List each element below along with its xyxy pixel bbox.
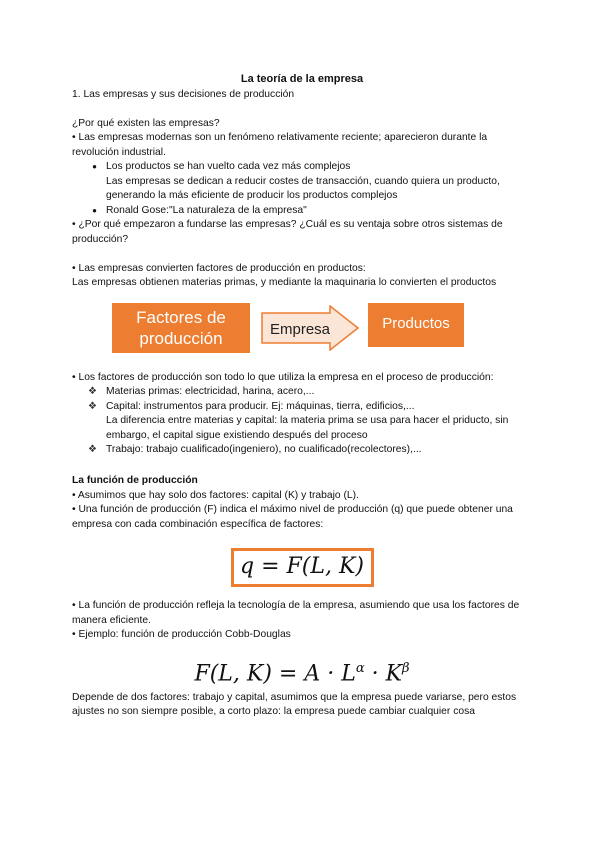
diamond-text: Trabajo: trabajo cualificado(ingeniero), no cualificado(recolectores),...: [106, 444, 422, 455]
diamond-item: [72, 443, 532, 458]
production-flow-diagram: [72, 299, 532, 371]
diamond-text: Capital: instrumentos para producir. Ej: máquinas, tierra, edificios,...: [106, 400, 415, 412]
paragraph-5: • Los factores de producción son todo lo que utiliza la empresa en el proceso de producción:: [72, 371, 494, 383]
bullet-item: [72, 160, 532, 204]
diamond-item: [72, 400, 532, 444]
empresa-arrow-icon: [260, 305, 360, 351]
document-page: [72, 72, 532, 720]
paragraph-3: • Las empresas convierten factores de producción en productos:: [72, 262, 366, 274]
diamond-bullet-icon: ❖: [88, 444, 97, 455]
bullet-text: Los productos se han vuelto cada vez más complejos: [106, 161, 351, 172]
products-box-label: Productos: [382, 315, 450, 333]
paragraph-8: • La función de producción refleja la tecnología de la empresa, asumiendo que usa los factores de manera eficiente.: [72, 600, 520, 626]
document-title: La teoría de la empresa: [240, 73, 364, 85]
bullet-dot-icon: ●: [92, 162, 97, 171]
factors-box: [112, 303, 250, 353]
paragraph-10: Depende de dos factores: trabajo y capital, asumimos que la empresa puede variarse, pero estos ajustes no son siempre posible, a corto plazo: la empresa puede cambiar cualquier cosa: [72, 691, 517, 717]
diamond-subtext: La diferencia entre materias y capital: la materia prima se usa para hacer el priducto, sin embargo, el capital sigue existiendo después del proceso: [106, 415, 509, 441]
products-box: [368, 303, 464, 347]
factors-box-label: Factores de producción: [136, 307, 226, 348]
paragraph-9: • Ejemplo: función de producción Cobb-Douglas: [72, 629, 291, 640]
paragraph-4: Las empresas obtienen materias primas, y mediante la maquinaria lo convierten el productos: [72, 277, 497, 288]
question-1: ¿Por qué existen las empresas?: [72, 117, 220, 129]
bullet-subtext: Las empresas se dedican a reducir costes de transacción, cuando quiera un producto, generando la más eficiente de producir los productos complejos: [106, 175, 500, 201]
paragraph-1: • Las empresas modernas son un fenómeno relativamente reciente; aparecieron durante la revolución industrial.: [72, 132, 488, 158]
paragraph-7: • Una función de producción (F) indica el máximo nivel de producción (q) que puede obtener una empresa con cada combinación específica de factores:: [72, 504, 513, 530]
production-function-formula: [72, 548, 532, 587]
formula-mid: · K: [364, 660, 403, 686]
subsection-heading: La función de producción: [72, 475, 198, 486]
paragraph-6: • Asumimos que hay solo dos factores: capital (K) y trabajo (L).: [72, 489, 359, 501]
formula-exponent-alpha: α: [355, 660, 365, 676]
paragraph-2: • ¿Por qué empezaron a fundarse las empresas? ¿Cuál es su ventaja sobre otros sistemas de producción?: [72, 219, 503, 245]
diamond-item: [72, 385, 532, 400]
diamond-bullet-icon: ❖: [88, 400, 97, 412]
empresa-arrow-label: Empresa: [269, 320, 331, 338]
cobb-douglas-formula: [72, 653, 532, 685]
diamond-bullet-icon: ❖: [88, 386, 97, 397]
bullet-dot-icon: ●: [92, 205, 97, 215]
formula-box: q = F(L, K): [231, 548, 374, 587]
diamond-text: Materias primas: electricidad, harina, acero,...: [106, 386, 315, 397]
formula-lhs: F(L, K) = A · L: [194, 660, 356, 686]
section-heading: 1. Las empresas y sus decisiones de producción: [72, 88, 295, 100]
bullet-text: Ronald Gose:"La naturaleza de la empresa": [106, 204, 307, 216]
bullet-item: [72, 204, 532, 219]
formula-exponent-beta: β: [402, 660, 410, 676]
